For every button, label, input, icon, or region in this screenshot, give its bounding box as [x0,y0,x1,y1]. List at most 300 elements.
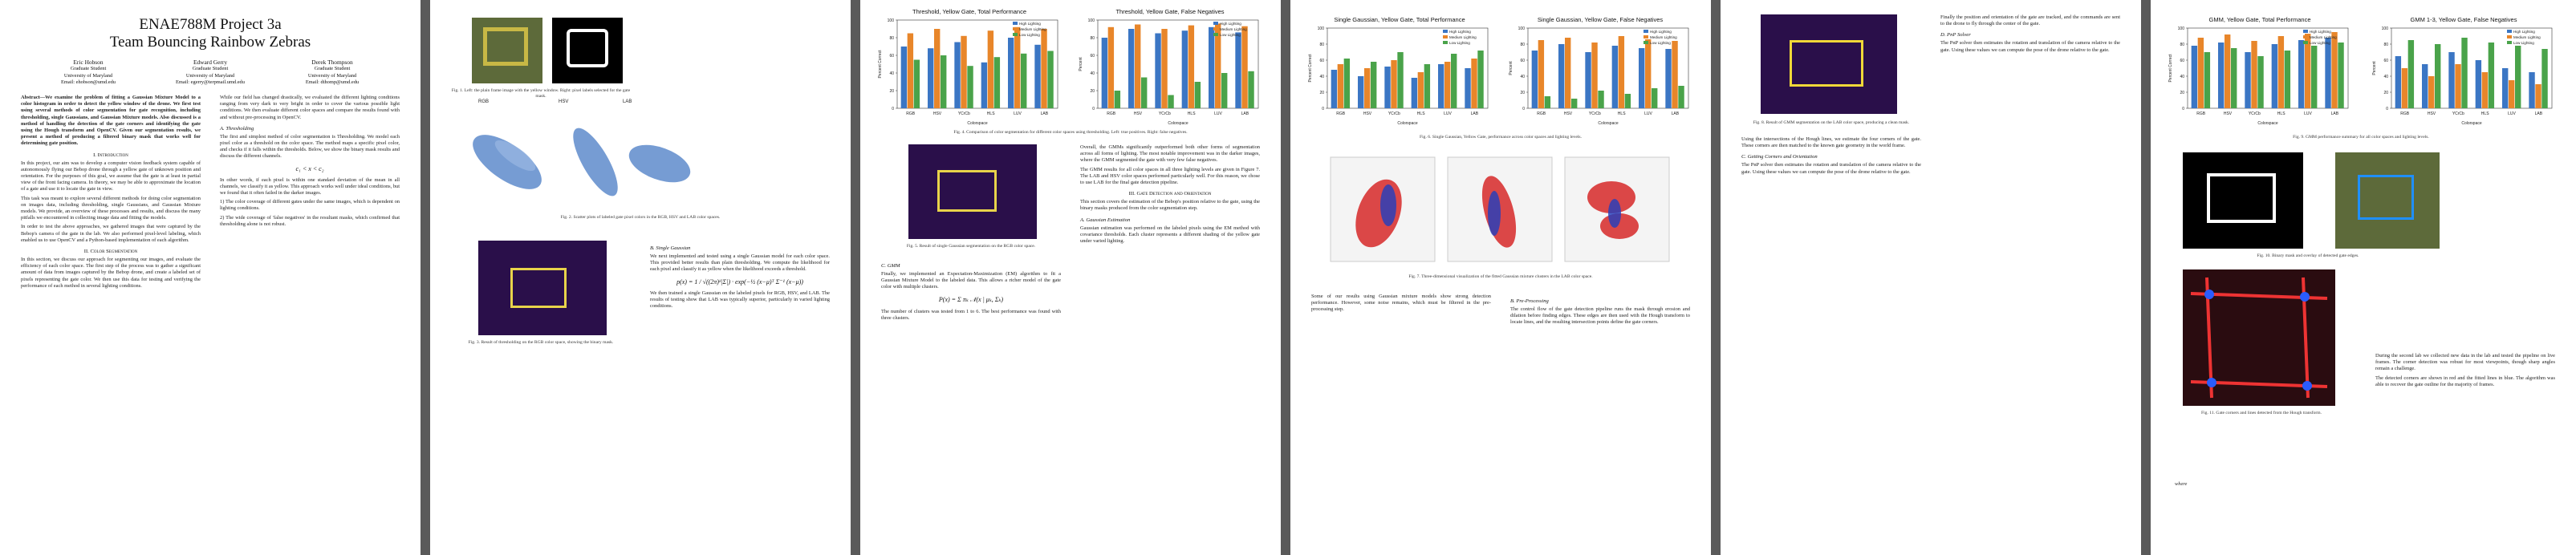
x-tick-label: LUV [2304,111,2312,116]
author-role: Graduate Student [314,66,351,72]
bar [2402,68,2407,108]
paragraph: Using the intersections of the Hough lines, we estimate the four corners of the gate. These corners are then matched to the known gate geometry in the world frame. [1741,136,1921,149]
legend-swatch [1213,27,1218,30]
bar [2435,44,2440,108]
legend-entry: Low Lighting [2513,41,2534,45]
bar [954,43,960,109]
y-tick-label: 60 [2180,59,2184,63]
figure-caption: Fig. 11. Gate corners and lines detected from the Hough transform. [2200,411,2322,415]
mask-outline-graphic [567,29,608,67]
x-tick-label: HLS [2481,111,2489,116]
subsection-heading: C. GMM [881,263,900,269]
figure-caption: Fig. 7. Three-dimensional visualization of the fitted Gaussian mixture clusters in the LAB color space. [1408,274,1593,279]
legend-entry: Medium Lighting [1650,35,1677,39]
bar [1209,27,1214,108]
bar [901,47,907,108]
bar [2278,36,2284,108]
legend-entry: Low Lighting [1019,33,1040,37]
bar [2218,43,2224,108]
bar [1155,34,1160,109]
x-tick-label: LAB [1671,111,1680,116]
paragraph: The number of clusters was tested from 1 to 6. The best performance was found with three clusters. [881,308,1061,321]
x-tick-label: LUV [1214,111,1222,116]
paragraph: The detected corners are shown in red and the fitted lines in blue. The algorithm was able to recover the gate outline for the majority of frames. [2375,375,2555,387]
paper-title [0,16,421,51]
x-tick-label: LUV [2508,111,2516,116]
author-role: Graduate Student [192,66,229,72]
y-tick-label: 80 [889,36,894,41]
legend-entry: Low Lighting [2310,41,2330,45]
y-tick-label: 60 [1520,59,1525,63]
mask-gate-graphic [1790,40,1863,87]
x-tick-label: YCrCb [2248,111,2261,116]
x-tick-label: HLS [2277,111,2285,116]
bar [1565,38,1570,108]
bar [2272,44,2277,108]
x-tick-label: YCrCb [1158,111,1171,116]
subsection-heading: C. Getting Corners and Orientation [1741,154,1818,160]
mask-outline-graphic [2207,173,2276,223]
bar [934,29,940,108]
legend-entry: Medium Lighting [1220,27,1247,31]
x-tick-label: YCrCb [957,111,970,116]
bar [1338,64,1343,108]
bar [1161,29,1167,108]
bar [2311,46,2317,108]
figure-caption: Fig. 2. Scatter plots of labeled gate pixel colors in the RGB, HSV and LAB color spaces. [560,215,721,220]
x-tick-label: LAB [1470,111,1479,116]
author-block [32,59,388,87]
author-email: Email: egerry@terpmail.umd.edu [176,79,245,86]
bar [2395,56,2401,108]
x-tick-label: HLS [1187,111,1196,116]
bar-chart-svg [2167,23,2353,128]
bar [1558,44,1564,108]
legend-swatch [2303,30,2308,33]
bar [908,34,913,109]
chart-threshold-total [876,8,1062,132]
paragraph: This section covers the estimation of the Bebop's position relative to the gate, using the binary masks produced from the color segmentation step. [1080,199,1260,212]
author-name: Eric Hobson [73,59,104,66]
y-axis-label: Percent [1079,57,1083,71]
bar [1221,73,1227,108]
bar [1047,51,1053,109]
chart-single-gaussian-fn [1507,16,1693,132]
bar [1672,41,1677,108]
author-affil: University of Maryland [185,72,235,79]
bar [1195,82,1201,108]
bar [1168,95,1173,109]
x-axis-label: Colorspace [967,121,988,126]
legend-swatch [1644,35,1648,38]
gate-frame-graphic [483,27,528,66]
y-tick-label: 60 [1319,59,1324,63]
legend-entry: High Lighting [2310,30,2331,34]
legend-swatch [1644,41,1648,44]
paper-page-6 [2151,0,2576,555]
bar [1034,45,1040,108]
paragraph: In this section, we discuss our approach for segmenting our images, and evaluate the efficiency of each color space. The first step of the process was to gather a significant amount of data from images captured by the Bebop drone, and create a labeled set of pixels representing the gate color. We then use this data for testing and verifying the performance of each method in several lighting conditions. [21,257,201,289]
paragraph: Finally, we implemented an Expectation-Maximization (EM) algorithm to fit a Gaussian Mixture Model to the labeled data. This allows a richer model of the gate color with multiple clusters. [881,271,1061,290]
bar [1571,99,1577,108]
bar [1384,67,1390,108]
legend-entry: Medium Lighting [1449,35,1477,39]
x-tick-label: HLS [1617,111,1626,116]
legend-swatch [1443,30,1448,33]
y-axis-label: Percent Correct [2168,54,2173,83]
author-3 [276,59,388,87]
bar [1115,91,1120,108]
equation: p(x) = 1 / √((2π)ᵏ|Σ|) · exp(−½ (x−μ)ᵀ Σ⁻¹ (x−μ)) [677,278,803,286]
y-tick-label: 40 [1520,75,1525,79]
author-1 [32,59,144,87]
legend-swatch [1213,33,1218,36]
legend-swatch [1443,35,1448,38]
chart-title: GMM, Yellow Gate, Total Performance [2208,16,2311,23]
bar [1639,48,1644,108]
bar [2298,40,2304,108]
paper-page-1 [0,0,421,555]
abstract-text: We examine the problem of fitting a Gaussian Mixture Model to a color histogram in order to detect the yellow window of the drone. We first test using several methods of color segmentation for gate recognition, including thresholding, single Gaussians, and Gaussian Mixture models. Also discussed is a method of handling the detection of the gate corners and identifying the gate using the Hough transform and OpenCV. Given our segmentation results, we present a method of producing a filtered binary mask that works well for determining gate position. [21,95,201,147]
list-item: 1) The color coverage of different gates under the same images, which is dependent on lighting conditions. [220,199,400,212]
x-tick-label: YCrCb [1388,111,1400,116]
legend-swatch [1013,22,1018,25]
author-2 [154,59,266,87]
legend-entry: Medium Lighting [2513,35,2541,39]
bar [2192,46,2197,108]
paragraph: The GMM results for all color spaces in all three lighting levels are given in Figure 7. The LAB and HSV color spaces performed particularly well. For this reason, we chose to use LAB for the final gate detection pipeline. [1080,166,1260,186]
y-tick-label: 80 [2383,43,2388,47]
y-tick-label: 80 [1520,43,1525,47]
y-tick-label: 100 [2381,26,2388,31]
bar [1014,27,1020,108]
x-tick-label: HSV [1133,111,1143,116]
x-axis-label: Colorspace [1168,121,1188,126]
bar [1371,62,1376,108]
bar [1585,52,1591,108]
bar [2455,64,2460,108]
bar [1451,54,1457,108]
edge-mask-image [2183,152,2303,249]
bar [1021,54,1026,108]
subsection-heading: B. Pre-Processing [1510,298,1549,304]
x-tick-label: HSV [932,111,942,116]
author-affil: University of Maryland [63,72,113,79]
y-axis-label: Percent Correct [1308,54,1313,83]
bar [1358,76,1363,108]
figure-caption: Fig. 3. Result of thresholding on the RGB color space, showing the binary mask. [468,340,614,345]
bar [2251,41,2257,108]
x-axis-label: Colorspace [1397,121,1418,126]
gmm-plot-3 [1565,157,1669,261]
paragraph: Some of our results using Gaussian mixture models show strong detection performance. However, some noise remains, which must be filtered in the pre-processing step. [1311,294,1491,313]
p5-right-column [1940,14,2120,56]
x-axis-label: Colorspace [1598,121,1619,126]
paragraph: Overall, the GMMs significantly outperformed both other forms of segmentation across all forms of lighting. The most notable improvement was in the darker images, where the GMM segmented the gate with very few false negatives. [1080,144,1260,164]
legend-entry: Low Lighting [1650,41,1671,45]
bar-chart-svg [1306,23,1493,128]
paragraph: We then trained a single Gaussian on the labeled pixels for RGB, HSV, and LAB. The results of testing show that LAB was typically superior, particularly in varied lighting conditions. [650,290,830,310]
paper-page-2 [430,0,851,555]
x-tick-label: LUV [1644,111,1652,116]
author-affil: University of Maryland [307,72,357,79]
p1-right-column [220,95,400,230]
single-gaussian-mask-image [908,144,1037,239]
bar [2535,84,2541,108]
figure-caption: Fig. 8. Result of GMM segmentation on the LAB color space, producing a clean mask. [1753,120,1910,125]
y-tick-label: 0 [1322,107,1324,111]
y-axis-label: Percent Correct [878,50,883,79]
paragraph: The PnP solver then estimates the rotation and translation of the camera relative to the gate. Using these values we can compute the pose of the drone relative to the gate. [1940,40,2120,53]
legend-entry: High Lighting [1019,22,1041,26]
legend-swatch [2303,35,2308,38]
y-tick-label: 100 [1518,26,1525,31]
equation: P(x) = Σ πₖ 𝒩(x | μₖ, Σₖ) [938,295,1004,303]
p3-left-column [881,258,1061,324]
y-tick-label: 40 [1319,75,1324,79]
y-axis-label: Percent [2372,61,2377,75]
section-heading: III. Gate Detection and Orientation [1128,191,1212,197]
bar [1625,94,1631,108]
legend-entry: High Lighting [2513,30,2535,34]
bar [1141,78,1147,109]
bar [1477,51,1483,108]
gmm-3d-visualization [1323,149,1679,269]
gmm-mask-image [1761,14,1897,114]
bar [1331,70,1337,108]
p3-right-column [1080,144,1260,247]
x-tick-label: LAB [2330,111,2339,116]
bar [2257,56,2263,108]
list-item: 2) The wide coverage of 'false negatives' in the resultant masks, which confirmed that thresholding alone is not robust. [220,214,400,227]
paragraph: During the second lab we collected new data in the lab and tested the pipeline on live frames. The corner detection was robust for most viewpoints, though sharp angles remain a challenge. [2375,353,2555,372]
y-tick-label: 100 [2177,26,2184,31]
figure-caption: Fig. 10. Binary mask and overlay of detected gate edges. [2257,253,2359,258]
legend-swatch [1013,27,1018,30]
bar [2448,52,2454,108]
mask-gate-graphic [937,170,997,212]
bar [2541,49,2547,108]
bar [1652,88,1657,108]
bar-chart-svg [876,15,1062,128]
paragraph: The first and simplest method of color segmentation is Thresholding. We model each pixel color as a threshold on the color space. The method maps a specific pixel color, and checks if it falls within the thresholds. Below, we show the binary mask results and discuss the different channels. [220,133,400,160]
x-tick-label: HLS [1416,111,1425,116]
bar [1645,39,1651,108]
x-tick-label: LAB [1241,111,1249,116]
corners-image [2183,269,2335,406]
bar [1182,30,1188,108]
y-tick-label: 20 [1319,91,1324,95]
color-space-scatter [451,106,830,210]
bar [1465,68,1470,108]
bar [1538,40,1544,108]
gate-label-mask [552,18,623,83]
y-tick-label: 20 [1520,91,1525,95]
x-axis-label: Colorspace [2257,121,2278,126]
bar [967,66,973,108]
title-line-2: Team Bouncing Rainbow Zebras [109,34,311,51]
y-tick-label: 0 [2182,107,2184,111]
bar-chart-svg [1077,15,1263,128]
y-tick-label: 40 [2383,75,2388,79]
bar [1418,72,1424,108]
chart-threshold-fn [1077,8,1263,132]
scatter-lab [624,138,696,190]
section-heading: II. Color Segmentation [83,249,138,255]
scatter-hsv [565,122,626,201]
bar [1598,91,1603,108]
bar [1412,78,1417,108]
author-role: Graduate Student [70,66,107,72]
bar [1135,25,1140,109]
chart-single-gaussian-total [1306,16,1493,132]
legend-swatch [2507,30,2512,33]
section-heading: I. Introduction [93,152,128,158]
scatter-label-rgb: RGB [478,99,490,104]
bar [1619,36,1624,108]
equation-label: where [2175,481,2188,487]
bar [2476,60,2481,108]
x-tick-label: HSV [1563,111,1573,116]
plot-area [1327,28,1488,108]
paragraph: Finally the position and orientation of the gate are tracked, and the commands are sent to the drone to fly through the center of the gate. [1940,14,2120,27]
y-tick-label: 60 [2383,59,2388,63]
bar [2489,43,2494,108]
legend-entry: Low Lighting [1220,33,1241,37]
bar [1188,26,1194,108]
bar [1424,64,1430,108]
bar [1612,46,1618,108]
y-tick-label: 0 [892,107,894,111]
subsection-heading: B. Single Gaussian [650,245,691,251]
bar-chart-svg [1507,23,1693,128]
x-axis-label: Colorspace [2461,121,2482,126]
bar [2225,34,2230,108]
scatter-label-lab: LAB [623,99,632,104]
y-axis-label: Percent [1509,61,1514,75]
bar [1041,29,1046,108]
y-tick-label: 0 [1522,107,1525,111]
author-email: Email: ehobson@umd.edu [60,79,116,86]
bar [1438,64,1444,108]
paper-page-3 [860,0,1281,555]
y-tick-label: 60 [889,54,894,59]
y-tick-label: 80 [2180,43,2184,47]
p2-right-column [650,241,830,312]
p1-left-column [21,95,201,292]
x-tick-label: RGB [2196,111,2206,116]
p4-right-column [1510,294,1690,329]
bar [1471,59,1477,108]
abstract [21,95,201,148]
p5-left-column [1741,136,1921,178]
overlay-gate-graphic [2358,175,2414,220]
bar [2509,80,2514,108]
paragraph: This task was meant to explore several different methods for doing color segmentation on images data, including thresholding, single Gaussians, and Gaussian Mixture models. We provide, an overview of these processes and results, and discuss the many pitfalls we encountered in collecting image data and fitting the models. [21,195,201,221]
abstract-label: Abstract— [21,95,46,100]
y-tick-label: 0 [1092,107,1095,111]
bar-chart-svg [2371,23,2557,128]
x-tick-label: RGB [1336,111,1346,116]
bar [1545,96,1550,108]
chart-gmm-fn [2371,16,2557,132]
bar [2198,38,2204,108]
bar [1391,60,1396,108]
p6-right-column [2375,353,2555,391]
figure-caption: Fig. 1. Left: the plain frame image with the yellow window. Right: pixel labels selected for the gate mask. [451,88,631,99]
bar [2482,72,2488,108]
legend-entry: High Lighting [1449,30,1471,34]
author-email: Email: dthomp@umd.edu [305,79,360,86]
legend-swatch [1013,33,1018,36]
legend-swatch [1213,22,1218,25]
x-tick-label: HSV [2427,111,2436,116]
y-tick-label: 0 [2386,107,2388,111]
chart-title: Threshold, Yellow Gate, False Negatives [1115,8,1225,15]
figure-caption: Fig. 4. Comparison of color segmentation for different color spaces using thresholding. Left: true positives. Right: false negatives. [953,130,1188,135]
bar [2338,43,2343,108]
bar [2515,46,2521,108]
y-tick-label: 80 [1090,36,1095,41]
y-tick-label: 100 [1317,26,1324,31]
x-tick-label: RGB [1537,111,1546,116]
y-tick-label: 20 [889,89,894,94]
author-name: Derek Thompson [311,59,353,66]
plot-area [2391,28,2552,108]
bar [2529,72,2534,108]
bar [981,63,987,108]
bar [2331,32,2337,108]
bar [1108,27,1114,108]
y-tick-label: 20 [2180,91,2184,95]
bar [1248,71,1253,108]
legend-swatch [2507,41,2512,44]
x-tick-label: LAB [1040,111,1049,116]
bar [1678,86,1684,108]
gmm-plot-1 [1331,157,1435,261]
paragraph: In order to test the above approaches, we gathered images that were captured by the Bebop's camera of the gate in the lab. We also performed pixel-level labeling, which enabled us to use OpenCV and a Python-based implementation of each algorithm. [21,224,201,243]
bar [1364,68,1370,108]
subsection-heading: D. PnP Solver [1940,32,1971,38]
gmm-plot-2 [1448,157,1552,261]
y-tick-label: 20 [2383,91,2388,95]
scatter-rgb [464,124,550,199]
legend-entry: High Lighting [1650,30,1672,34]
paragraph: While our field has changed drastically, we evaluated the different lighting conditions ranging from very dark to very bright in order to cover the various possible light conditions. We then evaluate different color spaces and compare the results found with and without pre-processing in OpenCV. [220,95,400,120]
x-tick-label: HSV [1363,111,1372,116]
figure-caption: Fig. 5. Result of single Gaussian segmentation on the RGB color space. [906,244,1036,249]
overlay-photo [2335,152,2440,249]
x-tick-label: HLS [986,111,995,116]
p4-left-column [1311,294,1491,316]
figure-caption: Fig. 6. Single Gaussian, Yellow Gate, performance across color spaces and lighting levels. [1420,135,1582,140]
corner-lines-svg [2183,269,2335,406]
title-line-1: ENAE788M Project 3a [139,16,282,33]
bar [2325,38,2330,108]
paragraph: In this project, our aim was to develop a computer vision feedback system capable of autonomously flying our Bebop drone through a yellow gate of unknown position and orientation. For the purposes of this goal, we assume that the gate is at least in partial view of the front facing camera. In theory, we may be able to approximate the location of a gate and use it to locate the gate in view. [21,160,201,192]
bar [1397,52,1403,108]
chart-title: GMM 1-3, Yellow Gate, False Negatives [2410,16,2517,23]
subsection-heading: A. Gaussian Estimation [1080,217,1131,223]
bar [1008,38,1014,108]
y-tick-label: 40 [1090,71,1095,76]
paper-page-4 [1290,0,1711,555]
y-tick-label: 60 [1090,54,1095,59]
chart-title: Single Gaussian, Yellow Gate, Total Performance [1334,16,1465,23]
bar [941,55,946,108]
chart-gmm-total [2167,16,2353,132]
x-tick-label: YCrCb [1588,111,1601,116]
